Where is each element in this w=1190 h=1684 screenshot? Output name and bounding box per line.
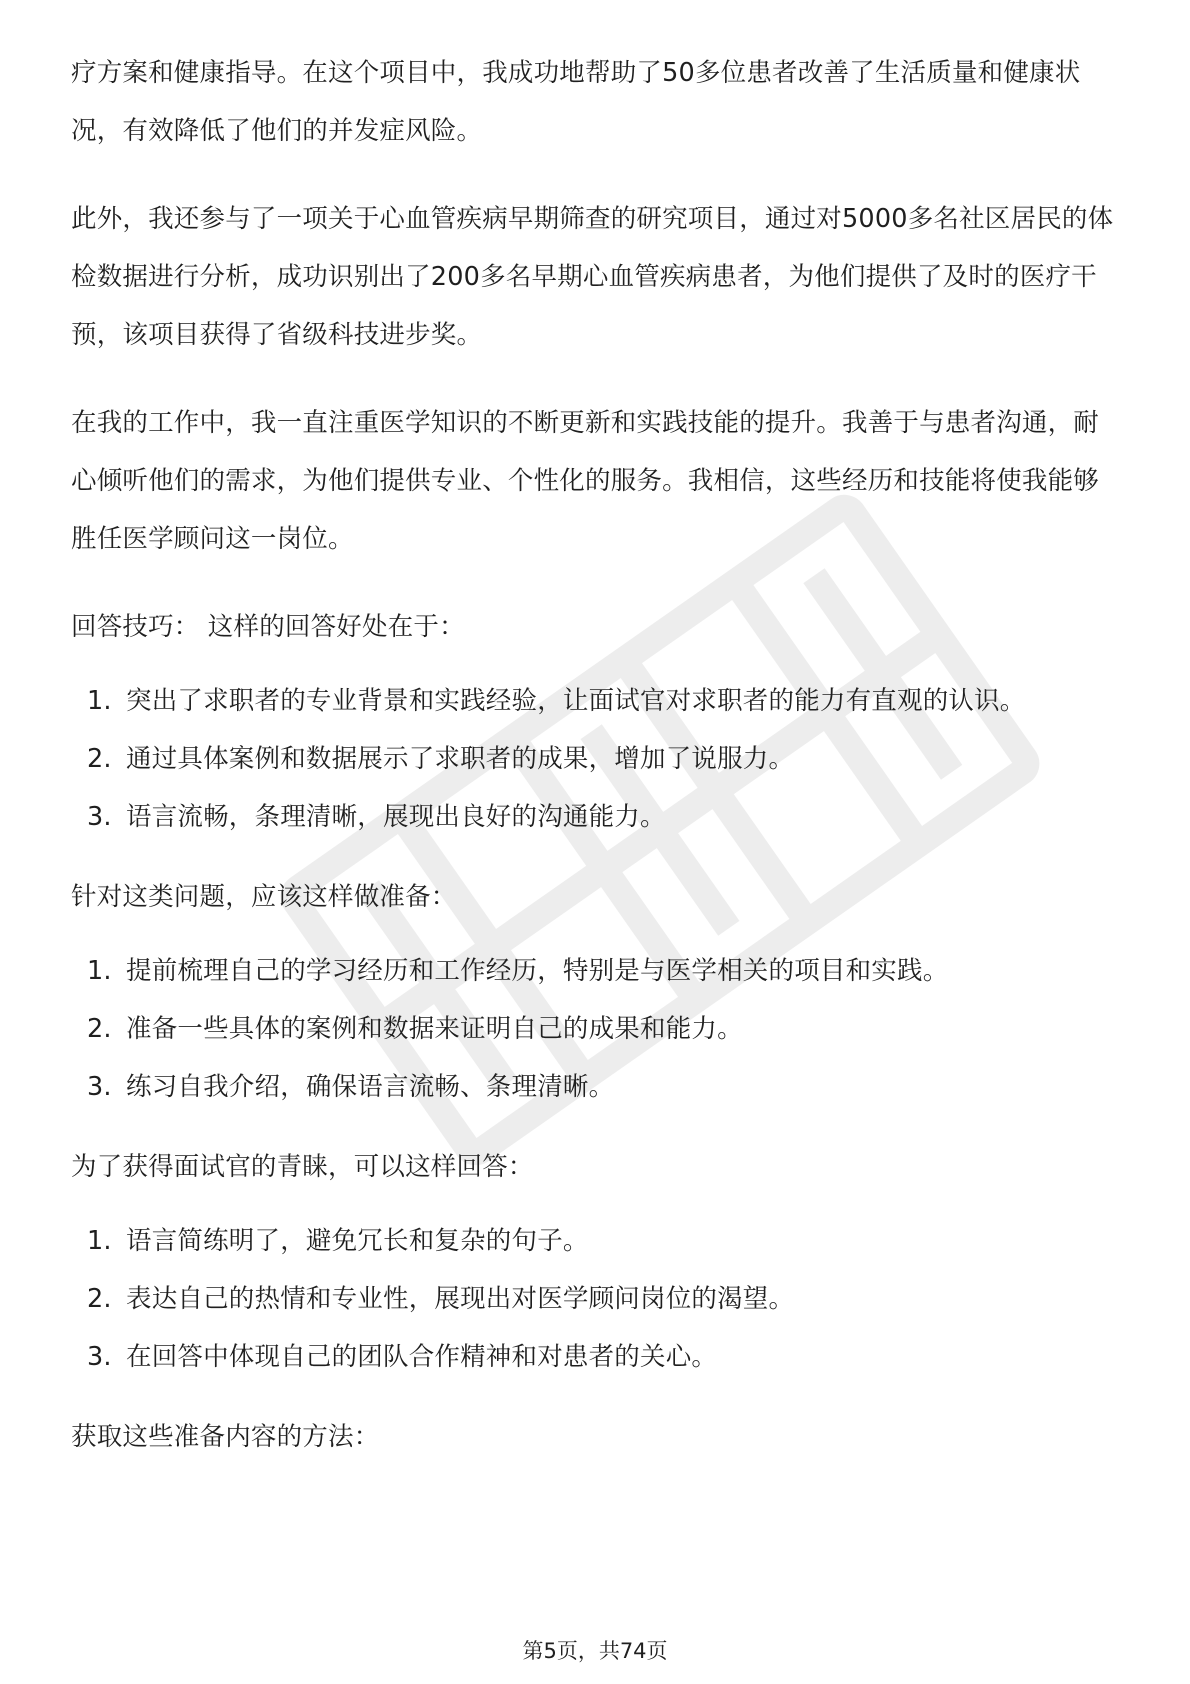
list-item bbox=[71, 1058, 1121, 1116]
paragraph-project-outcome: 疗方案和健康指导。在这个项目中，我成功地帮助了50多位患者改善了生活质量和健康状况，有效降低了他们的并发症风险。 bbox=[71, 58, 1081, 146]
list-number: 2. bbox=[87, 1284, 112, 1314]
list-text: 准备一些具体的案例和数据来证明自己的成果和能力。 bbox=[126, 1014, 743, 1044]
impress-list bbox=[71, 1212, 1121, 1386]
methods-heading: 获取这些准备内容的方法： bbox=[71, 1422, 380, 1452]
prepare-heading: 针对这类问题，应该这样做准备： bbox=[71, 882, 457, 912]
list-item bbox=[71, 730, 1121, 788]
list-item bbox=[71, 1328, 1121, 1386]
list-text: 在回答中体现自己的团队合作精神和对患者的关心。 bbox=[126, 1342, 718, 1372]
list-item bbox=[71, 672, 1121, 730]
list-number: 3. bbox=[87, 1342, 112, 1372]
tips-heading: 回答技巧： 这样的回答好处在于： bbox=[71, 612, 465, 642]
list-item bbox=[71, 1270, 1121, 1328]
list-number: 3. bbox=[87, 802, 112, 832]
document-body bbox=[71, 44, 1121, 1482]
list-text: 语言简练明了，避免冗长和复杂的句子。 bbox=[126, 1226, 589, 1256]
list-item bbox=[71, 1000, 1121, 1058]
prepare-list bbox=[71, 942, 1121, 1116]
list-text: 提前梳理自己的学习经历和工作经历，特别是与医学相关的项目和实践。 bbox=[126, 956, 949, 986]
list-number: 2. bbox=[87, 1014, 112, 1044]
list-item bbox=[71, 788, 1121, 846]
paragraph-research-project: 此外，我还参与了一项关于心血管疾病早期筛查的研究项目，通过对5000多名社区居民的体检数据进行分析，成功识别出了200多名早期心血管疾病患者，为他们提供了及时的医疗干预，该项目获得了省级科技进步奖。 bbox=[71, 204, 1114, 350]
list-text: 练习自我介绍，确保语言流畅、条理清晰。 bbox=[126, 1072, 615, 1102]
list-number: 2. bbox=[87, 744, 112, 774]
list-text: 语言流畅，条理清晰，展现出良好的沟通能力。 bbox=[126, 802, 666, 832]
list-number: 3. bbox=[87, 1072, 112, 1102]
impress-heading: 为了获得面试官的青睐，可以这样回答： bbox=[71, 1152, 534, 1182]
paragraph-work-skills: 在我的工作中，我一直注重医学知识的不断更新和实践技能的提升。我善于与患者沟通，耐心倾听他们的需求，为他们提供专业、个性化的服务。我相信，这些经历和技能将使我能够胜任医学顾问这一岗位。 bbox=[71, 408, 1100, 554]
list-text: 突出了求职者的专业背景和实践经验，让面试官对求职者的能力有直观的认识。 bbox=[126, 686, 1026, 716]
list-text: 通过具体案例和数据展示了求职者的成果，增加了说服力。 bbox=[126, 744, 795, 774]
list-number: 1. bbox=[87, 686, 112, 716]
tips-list bbox=[71, 672, 1121, 846]
list-item bbox=[71, 1212, 1121, 1270]
list-number: 1. bbox=[87, 956, 112, 986]
list-item bbox=[71, 942, 1121, 1000]
page-number: 第5页，共74页 bbox=[522, 1639, 668, 1663]
list-number: 1. bbox=[87, 1226, 112, 1256]
list-text: 表达自己的热情和专业性，展现出对医学顾问岗位的渴望。 bbox=[126, 1284, 795, 1314]
